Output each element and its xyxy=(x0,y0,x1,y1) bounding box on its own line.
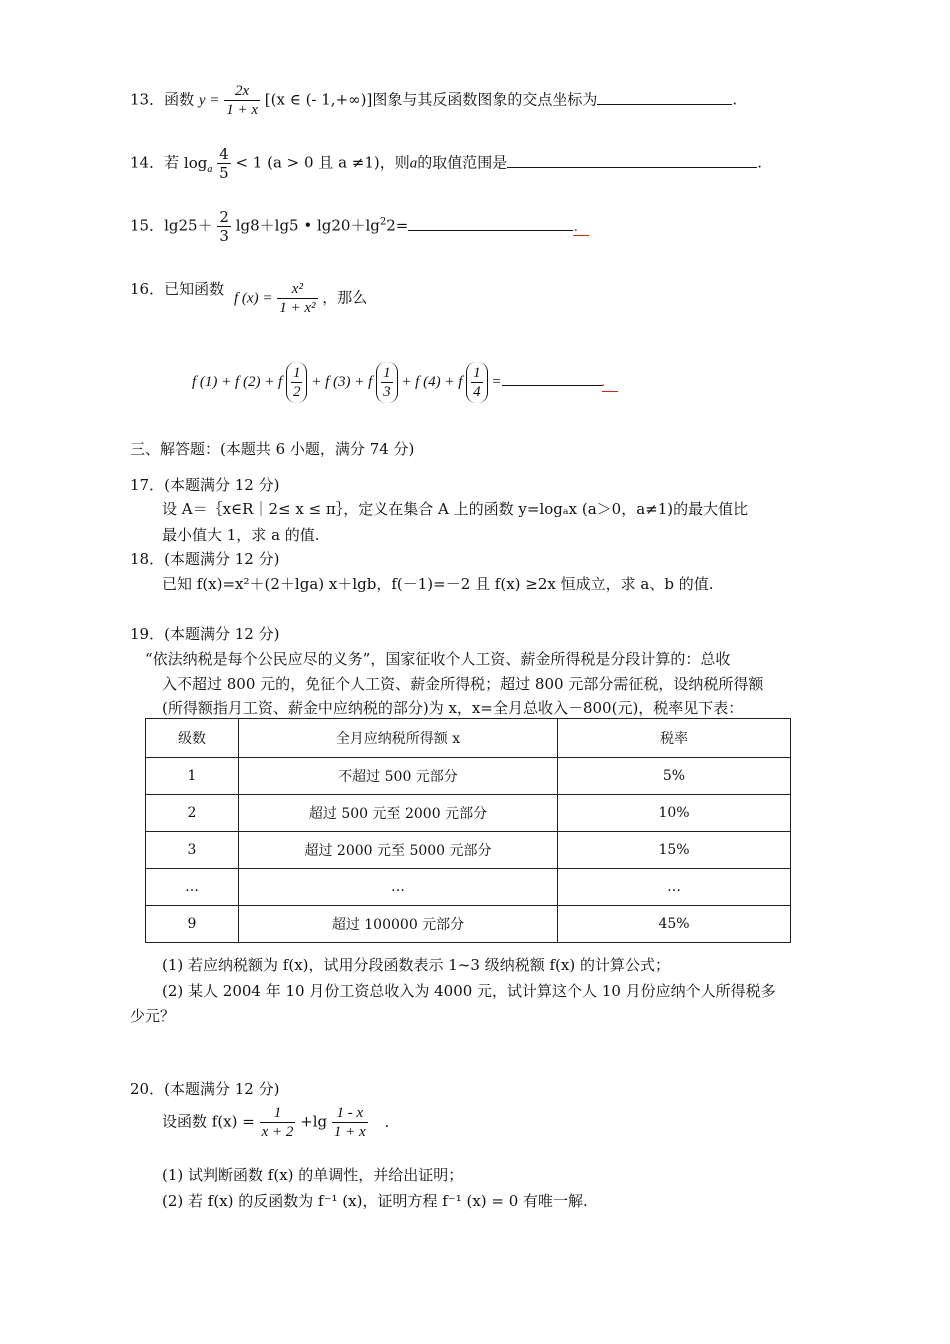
q15-part3: 2= xyxy=(386,216,409,235)
q16-p1-num: 1 xyxy=(292,365,301,381)
q20-end: . xyxy=(384,1112,390,1131)
q14-mid: ，则 xyxy=(379,153,410,172)
q16-frac-num: x² xyxy=(277,280,317,299)
table-header-row xyxy=(146,719,791,758)
q14-end: . xyxy=(757,153,763,172)
table-cell: 45% xyxy=(558,906,791,943)
q14-condition: < 1 (a > 0 且 a ≠1) xyxy=(235,153,380,172)
q16-equals: = xyxy=(491,373,502,390)
q13-frac-num: 2x xyxy=(224,82,260,101)
q19-para3: (所得额指月工资、薪金中应纳税的部分)为 x，x=全月总收入－800(元)，税率见下表： xyxy=(162,699,744,717)
q20-number: 20． xyxy=(130,1080,165,1098)
q16-red-mark: . xyxy=(602,374,618,392)
table-cell: … xyxy=(558,869,791,906)
q14-text: 的取值范围是 xyxy=(417,153,508,172)
q17-line1: 设 A＝｛x∈R｜2≤ x ≤ π｝，定义在集合 A 上的函数 y=logₐx (a＞0，a≠1)的最大值比 xyxy=(162,500,749,518)
table-header: 全月应纳税所得额 x xyxy=(239,719,558,758)
q16-sum-expression xyxy=(192,362,618,403)
table-cell: … xyxy=(239,869,558,906)
table-row xyxy=(146,869,791,906)
q14-log: $\log_a$ xyxy=(183,153,213,175)
question-16 xyxy=(130,278,224,299)
q15-answer-blank[interactable] xyxy=(408,230,573,231)
q14-number: 14． xyxy=(130,153,165,172)
q13-prefix: 函数 xyxy=(164,90,195,109)
q14-frac-num: 4 xyxy=(219,145,229,163)
q15-frac-num: 2 xyxy=(219,208,229,226)
q20-mid: +lg xyxy=(300,1112,328,1131)
table-header: 级数 xyxy=(146,719,239,758)
q13-func-lhs: y = xyxy=(198,92,220,109)
q14-var: a xyxy=(409,155,418,172)
q20-sub2: (2) 若 f(x) 的反函数为 f⁻¹ (x)，证明方程 f⁻¹ (x) = 0 有唯一解. xyxy=(162,1192,588,1210)
q14-log-base: a xyxy=(207,163,213,175)
q16-p1-den: 2 xyxy=(292,384,301,400)
q16-frac-den: 1 + x² xyxy=(279,300,316,316)
table-row xyxy=(146,906,791,943)
q13-domain: [(x ∈ (- 1,+∞)] xyxy=(264,90,373,109)
q15-sup: 2 xyxy=(379,216,387,228)
table-header: 税率 xyxy=(558,719,791,758)
q13-answer-blank[interactable] xyxy=(597,104,732,105)
q19-sub2b: 少元？ xyxy=(130,1007,176,1025)
q20-score: (本题满分 12 分) xyxy=(164,1080,280,1098)
q20-fraction-1 xyxy=(260,1104,296,1141)
table-cell: … xyxy=(146,869,239,906)
q16-answer-blank[interactable] xyxy=(502,385,602,386)
table-cell: 1 xyxy=(146,758,239,795)
q16-lhs: f (x) = xyxy=(234,290,273,307)
question-17-header xyxy=(130,474,279,495)
q19-para1: “依法纳税是每个公民应尽的义务”，国家征收个人工资、薪金所得税是分段计算的：总收 xyxy=(145,650,731,668)
q16-p3-den: 4 xyxy=(473,384,481,400)
q13-end: . xyxy=(732,90,738,109)
q16-paren-2 xyxy=(376,362,398,403)
q15-fraction xyxy=(217,208,231,245)
q16-suffix: ，那么 xyxy=(322,288,368,307)
q20-fraction-2 xyxy=(332,1104,368,1141)
table-cell: 2 xyxy=(146,795,239,832)
q17-score: (本题满分 12 分) xyxy=(164,476,280,494)
q14-prefix: 若 xyxy=(164,153,180,172)
q13-text: 图象与其反函数图象的交点坐标为 xyxy=(372,90,598,109)
table-row xyxy=(146,795,791,832)
q16-p2-num: 1 xyxy=(383,365,391,381)
q19-para2: 入不超过 800 元的，免征个人工资、薪金所得税；超过 800 元部分需征税，设纳税所得额 xyxy=(162,675,764,693)
q13-fraction xyxy=(224,82,260,119)
table-row xyxy=(146,832,791,869)
q15-part2: lg8＋lg5 • lg20＋lg xyxy=(235,216,380,235)
q16-number: 16． xyxy=(130,280,165,298)
q14-fraction xyxy=(217,145,231,182)
q16-term-a: f (1) + f (2) + f xyxy=(192,373,283,390)
q19-sub2a: (2) 某人 2004 年 10 月份工资总收入为 4000 元，试计算这个人 10 月份应纳个人所得税多 xyxy=(162,982,776,1000)
question-14 xyxy=(130,145,762,182)
table-cell: 超过 2000 元至 5000 元部分 xyxy=(239,832,558,869)
q16-fraction xyxy=(277,280,317,317)
question-18-header xyxy=(130,548,279,569)
question-20-header xyxy=(130,1078,279,1099)
q20-frac1-num: 1 xyxy=(260,1104,296,1123)
q15-number: 15． xyxy=(130,216,165,235)
q16-paren-3 xyxy=(466,362,488,403)
table-cell: 5% xyxy=(558,758,791,795)
q14-answer-blank[interactable] xyxy=(507,167,757,168)
q15-red-mark: . xyxy=(573,217,589,236)
table-cell: 超过 100000 元部分 xyxy=(239,906,558,943)
table-cell: 3 xyxy=(146,832,239,869)
q20-frac1-den: x + 2 xyxy=(261,1124,294,1140)
q20-frac2-den: 1 + x xyxy=(333,1124,366,1140)
q19-score: (本题满分 12 分) xyxy=(164,625,280,643)
q16-p3-num: 1 xyxy=(473,365,481,381)
q13-frac-den: 1 + x xyxy=(226,102,258,118)
q19-sub1: (1) 若应纳税额为 f(x)，试用分段函数表示 1~3 级纳税额 f(x) 的计算公式； xyxy=(162,956,670,974)
q18-line1: 已知 f(x)=x²＋(2＋lga) x＋lgb，f(－1)=－2 且 f(x) ≥2x 恒成立，求 a、b 的值. xyxy=(162,575,714,593)
table-cell: 10% xyxy=(558,795,791,832)
section-3-heading: 三、解答题：(本题共 6 小题，满分 74 分) xyxy=(130,440,415,458)
q18-number: 18． xyxy=(130,550,165,568)
table-row xyxy=(146,758,791,795)
q15-frac-den: 3 xyxy=(219,227,229,245)
q17-line2: 最小值大 1，求 a 的值. xyxy=(162,526,320,544)
table-cell: 9 xyxy=(146,906,239,943)
table-cell: 15% xyxy=(558,832,791,869)
q20-prefix: 设函数 f(x) = xyxy=(162,1112,255,1131)
question-13 xyxy=(130,82,737,119)
q16-prefix: 已知函数 xyxy=(164,280,225,298)
q16-term-b: + f (3) + f xyxy=(311,373,373,390)
table-cell: 超过 500 元至 2000 元部分 xyxy=(239,795,558,832)
q20-frac2-num: 1 - x xyxy=(332,1104,368,1123)
question-15 xyxy=(130,208,589,245)
q20-sub1: (1) 试判断函数 f(x) 的单调性，并给出证明； xyxy=(162,1166,464,1184)
q14-frac-den: 5 xyxy=(219,164,229,182)
question-19-header xyxy=(130,623,279,644)
q19-number: 19． xyxy=(130,625,165,643)
q15-part1: lg25＋ xyxy=(164,216,213,235)
tax-rate-table xyxy=(145,718,791,943)
q17-number: 17． xyxy=(130,476,165,494)
q16-term-c: + f (4) + f xyxy=(401,373,463,390)
q18-score: (本题满分 12 分) xyxy=(164,550,280,568)
q16-definition xyxy=(234,280,367,317)
q16-paren-1 xyxy=(286,362,308,403)
table-cell: 不超过 500 元部分 xyxy=(239,758,558,795)
q20-definition xyxy=(162,1104,389,1141)
q13-number: 13． xyxy=(130,90,165,109)
q16-p2-den: 3 xyxy=(383,384,391,400)
